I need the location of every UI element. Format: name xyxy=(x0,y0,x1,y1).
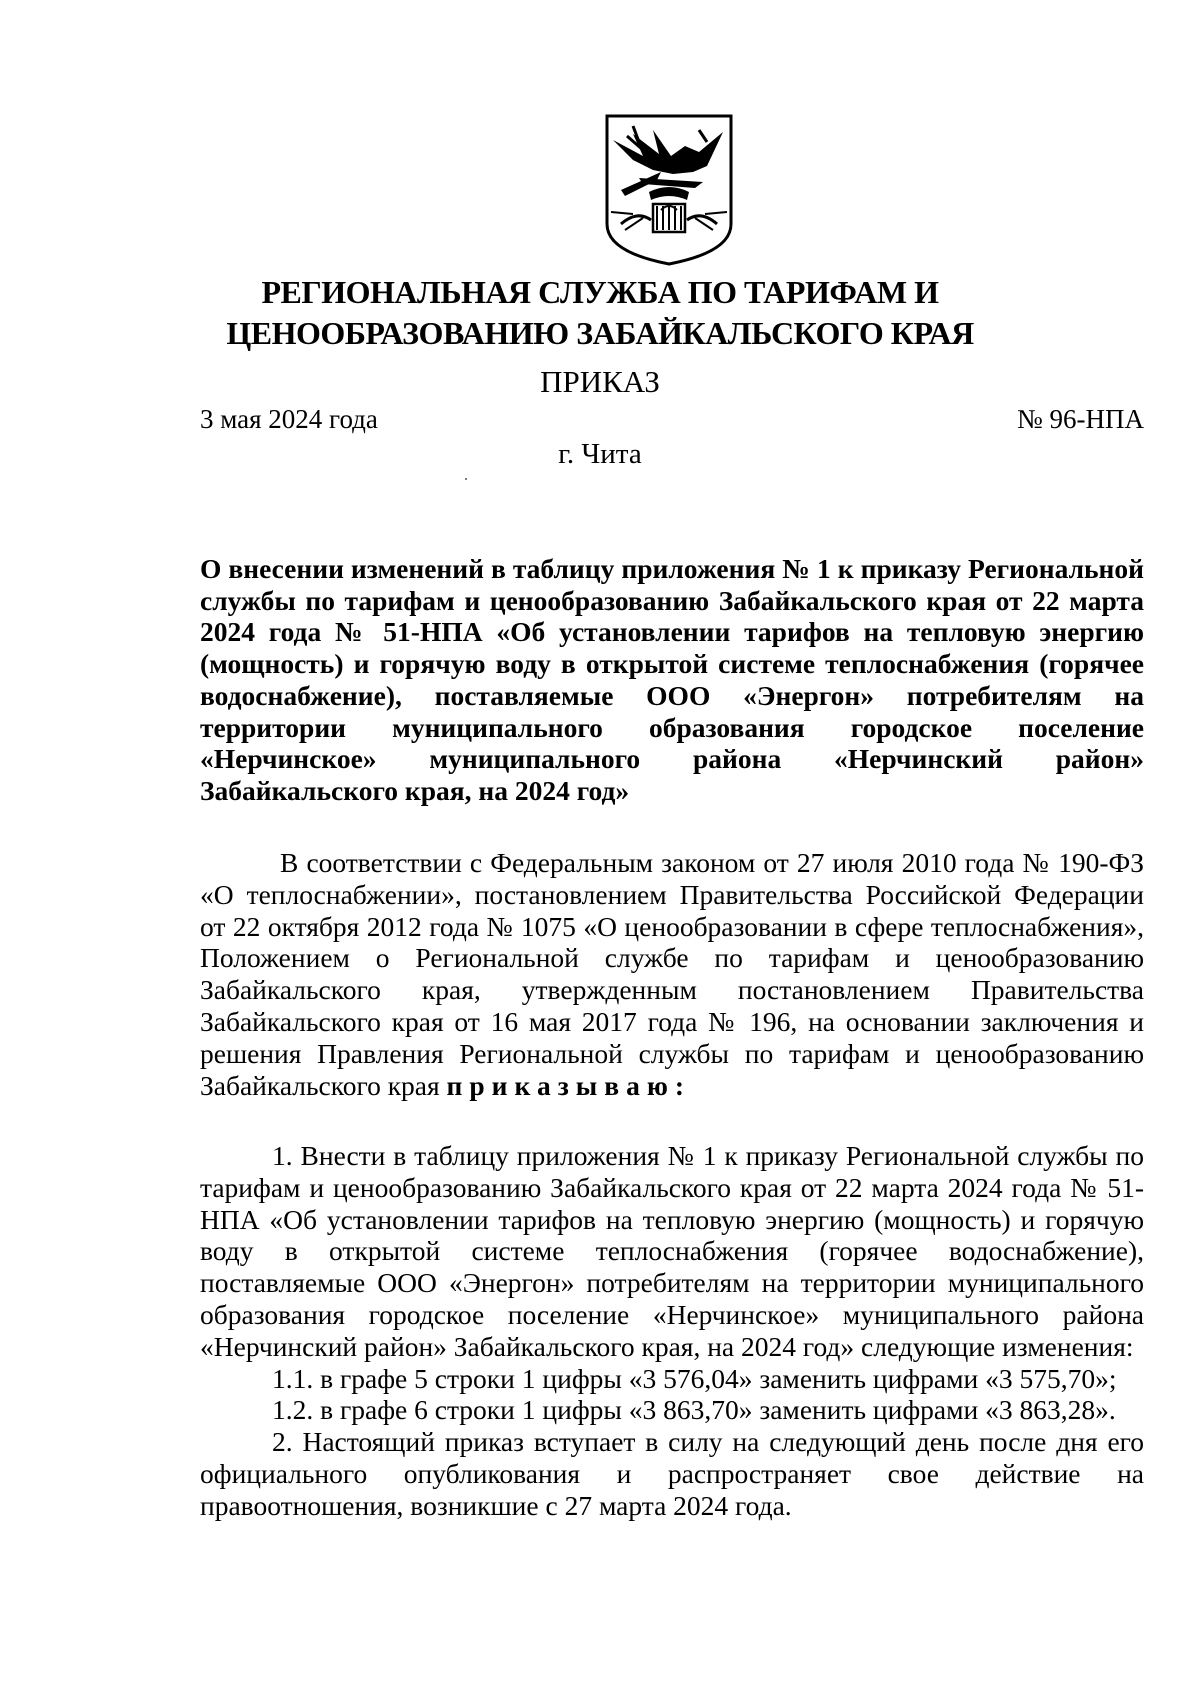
document-number: № 96-НПА xyxy=(1017,404,1144,434)
preamble-paragraph xyxy=(200,847,1144,1101)
scan-speck xyxy=(465,478,467,480)
document-city: г. Чита xyxy=(558,438,642,470)
item-2: 2. Настоящий приказ вступает в силу на следующий день после дня его официального опубликования и распространяет свое действие на правоотношения, возникшие с 27 марта 2024 года. xyxy=(200,1426,1144,1521)
item-1: 1. Внести в таблицу приложения № 1 к приказу Региональной службы по тарифам и ценообразованию Забайкальского края от 22 марта 2024 года № 51-НПА «Об установлении тарифов на тепловую энергию (мощность) и горячую воду в открытой системе теплоснабжения (горячее водоснабжение), поставляемые ООО «Энергон» потребителям на территории муниципального образования городское поселение «Нерчинское» муниципального района «Нерчинский район» Забайкальского края, на 2024 год» следующие изменения: xyxy=(200,1140,1144,1362)
item-1-2: 1.2. в графе 6 строки 1 цифры «3 863,70» заменить цифрами «3 863,28». xyxy=(272,1394,1116,1426)
preamble-text: В соответствии с Федеральным законом от 27 июля 2010 года № 190-ФЗ «О теплоснабжении», постановлением Правительства Российской Федерации от 22 октября 2012 года № 1075 «О ценообразовании в сфере теплоснабжения», Положением о Региональной службе по тарифам и ценообразованию Забайкальского края, утвержденным постановлением Правительства Забайкальского края от 16 мая 2017 года № 196, на основании заключения и решения Правления Региональной службы по тарифам и ценообразованию Забайкальского края xyxy=(200,847,1144,1101)
document-date: 3 мая 2024 года xyxy=(200,404,378,434)
organization-name: РЕГИОНАЛЬНАЯ СЛУЖБА ПО ТАРИФАМ И ЦЕНООБРАЗОВАНИЮ ЗАБАЙКАЛЬСКОГО КРАЯ xyxy=(226,274,974,351)
coat-of-arms-icon xyxy=(603,112,735,267)
order-word: приказываю: xyxy=(446,1069,692,1101)
item-1-1: 1.1. в графе 5 строки 1 цифры «3 576,04» заменить цифрами «3 575,70»; xyxy=(272,1362,1117,1394)
document-type: ПРИКАЗ xyxy=(540,364,660,399)
order-items xyxy=(200,1140,1144,1522)
order-subject: О внесении изменений в таблицу приложения № 1 к приказу Региональной службы по тарифам и ценообразованию Забайкальского края от 22 марта 2024 года № 51-НПА «Об установлении тарифов на тепловую энергию (мощность) и горячую воду в открытой системе теплоснабжения (горячее водоснабжение), поставляемые ООО «Энергон» потребителям на территории муниципального образования городское поселение «Нерчинское» муниципального района «Нерчинский район» Забайкальского края, на 2024 год» xyxy=(200,553,1144,806)
